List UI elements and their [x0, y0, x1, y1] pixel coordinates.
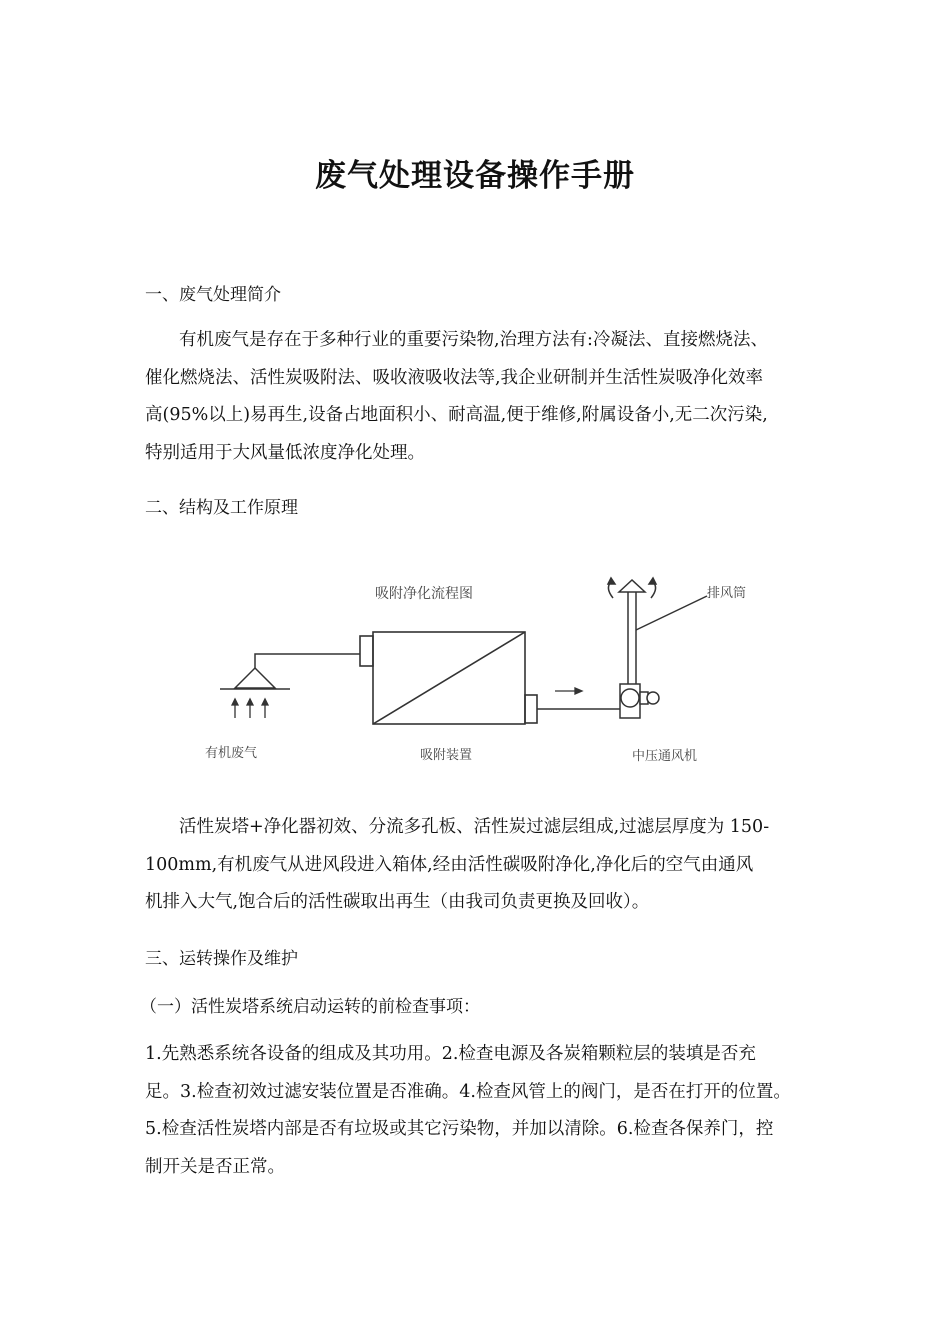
section-heading-structure: 二、结构及工作原理	[145, 498, 298, 518]
paragraph-line: 催化燃烧法、活性炭吸附法、吸收液吸收法等,我企业研制并生活性炭吸净化效率	[145, 367, 764, 388]
document-title: 废气处理设备操作手册	[315, 158, 635, 194]
paragraph-line: 5.检查活性炭塔内部是否有垃圾或其它污染物，并加以清除。6.检查各保养门，控	[145, 1119, 774, 1139]
flow-arrow-icon	[555, 688, 582, 694]
paragraph-line: 特别适用于大风量低浓度净化处理。	[145, 442, 425, 463]
exhaust-stack-icon	[608, 578, 707, 684]
label-exhaust-stack: 排风筒	[707, 586, 747, 601]
fan-icon	[620, 684, 659, 718]
diagram-title: 吸附净化流程图	[375, 586, 473, 602]
precheck-paragraph	[145, 1036, 815, 1186]
intro-paragraph	[145, 322, 815, 472]
label-fan: 中压通风机	[632, 749, 698, 764]
paragraph-line: 活性炭塔+净化器初效、分流多孔板、活性炭过滤层组成,过滤层厚度为 150-	[179, 817, 770, 837]
subsection-heading-precheck: （一）活性炭塔系统启动运转的前检查事项：	[140, 997, 480, 1017]
airflow-arrows-icon	[232, 699, 268, 718]
section-heading-operation: 三、运转操作及维护	[145, 949, 298, 969]
paragraph-line: 制开关是否正常。	[145, 1156, 285, 1177]
paragraph-line: 机排入大气,饱合后的活性碳取出再生（由我司负责更换及回收）。	[145, 892, 650, 912]
paragraph-line: 1.先熟悉系统各设备的组成及其功用。2.检查电源及各炭箱颗粒层的装填是否充	[145, 1044, 756, 1064]
paragraph-line: 100mm,有机废气从进风段进入箱体,经由活性碳吸附净化,净化后的空气由通风	[145, 854, 754, 875]
label-organic-gas: 有机废气	[205, 746, 258, 761]
paragraph-line: 有机废气是存在于多种行业的重要污染物,治理方法有:冷凝法、直接燃烧法、	[179, 330, 768, 350]
paragraph-line: 足。3.检查初效过滤安装位置是否准确。4.检查风管上的阀门，是否在打开的位置。	[145, 1081, 791, 1102]
adsorption-device-icon	[360, 632, 620, 724]
adsorption-flow-diagram	[195, 570, 795, 780]
intake-hood-icon	[220, 654, 360, 689]
section-heading-intro: 一、废气处理简介	[145, 285, 281, 305]
paragraph-line: 高(95%以上)易再生,设备占地面积小、耐高温,便于维修,附属设备小,无二次污染,	[145, 405, 768, 425]
label-adsorption-device: 吸附装置	[420, 748, 473, 763]
structure-paragraph	[145, 809, 815, 922]
